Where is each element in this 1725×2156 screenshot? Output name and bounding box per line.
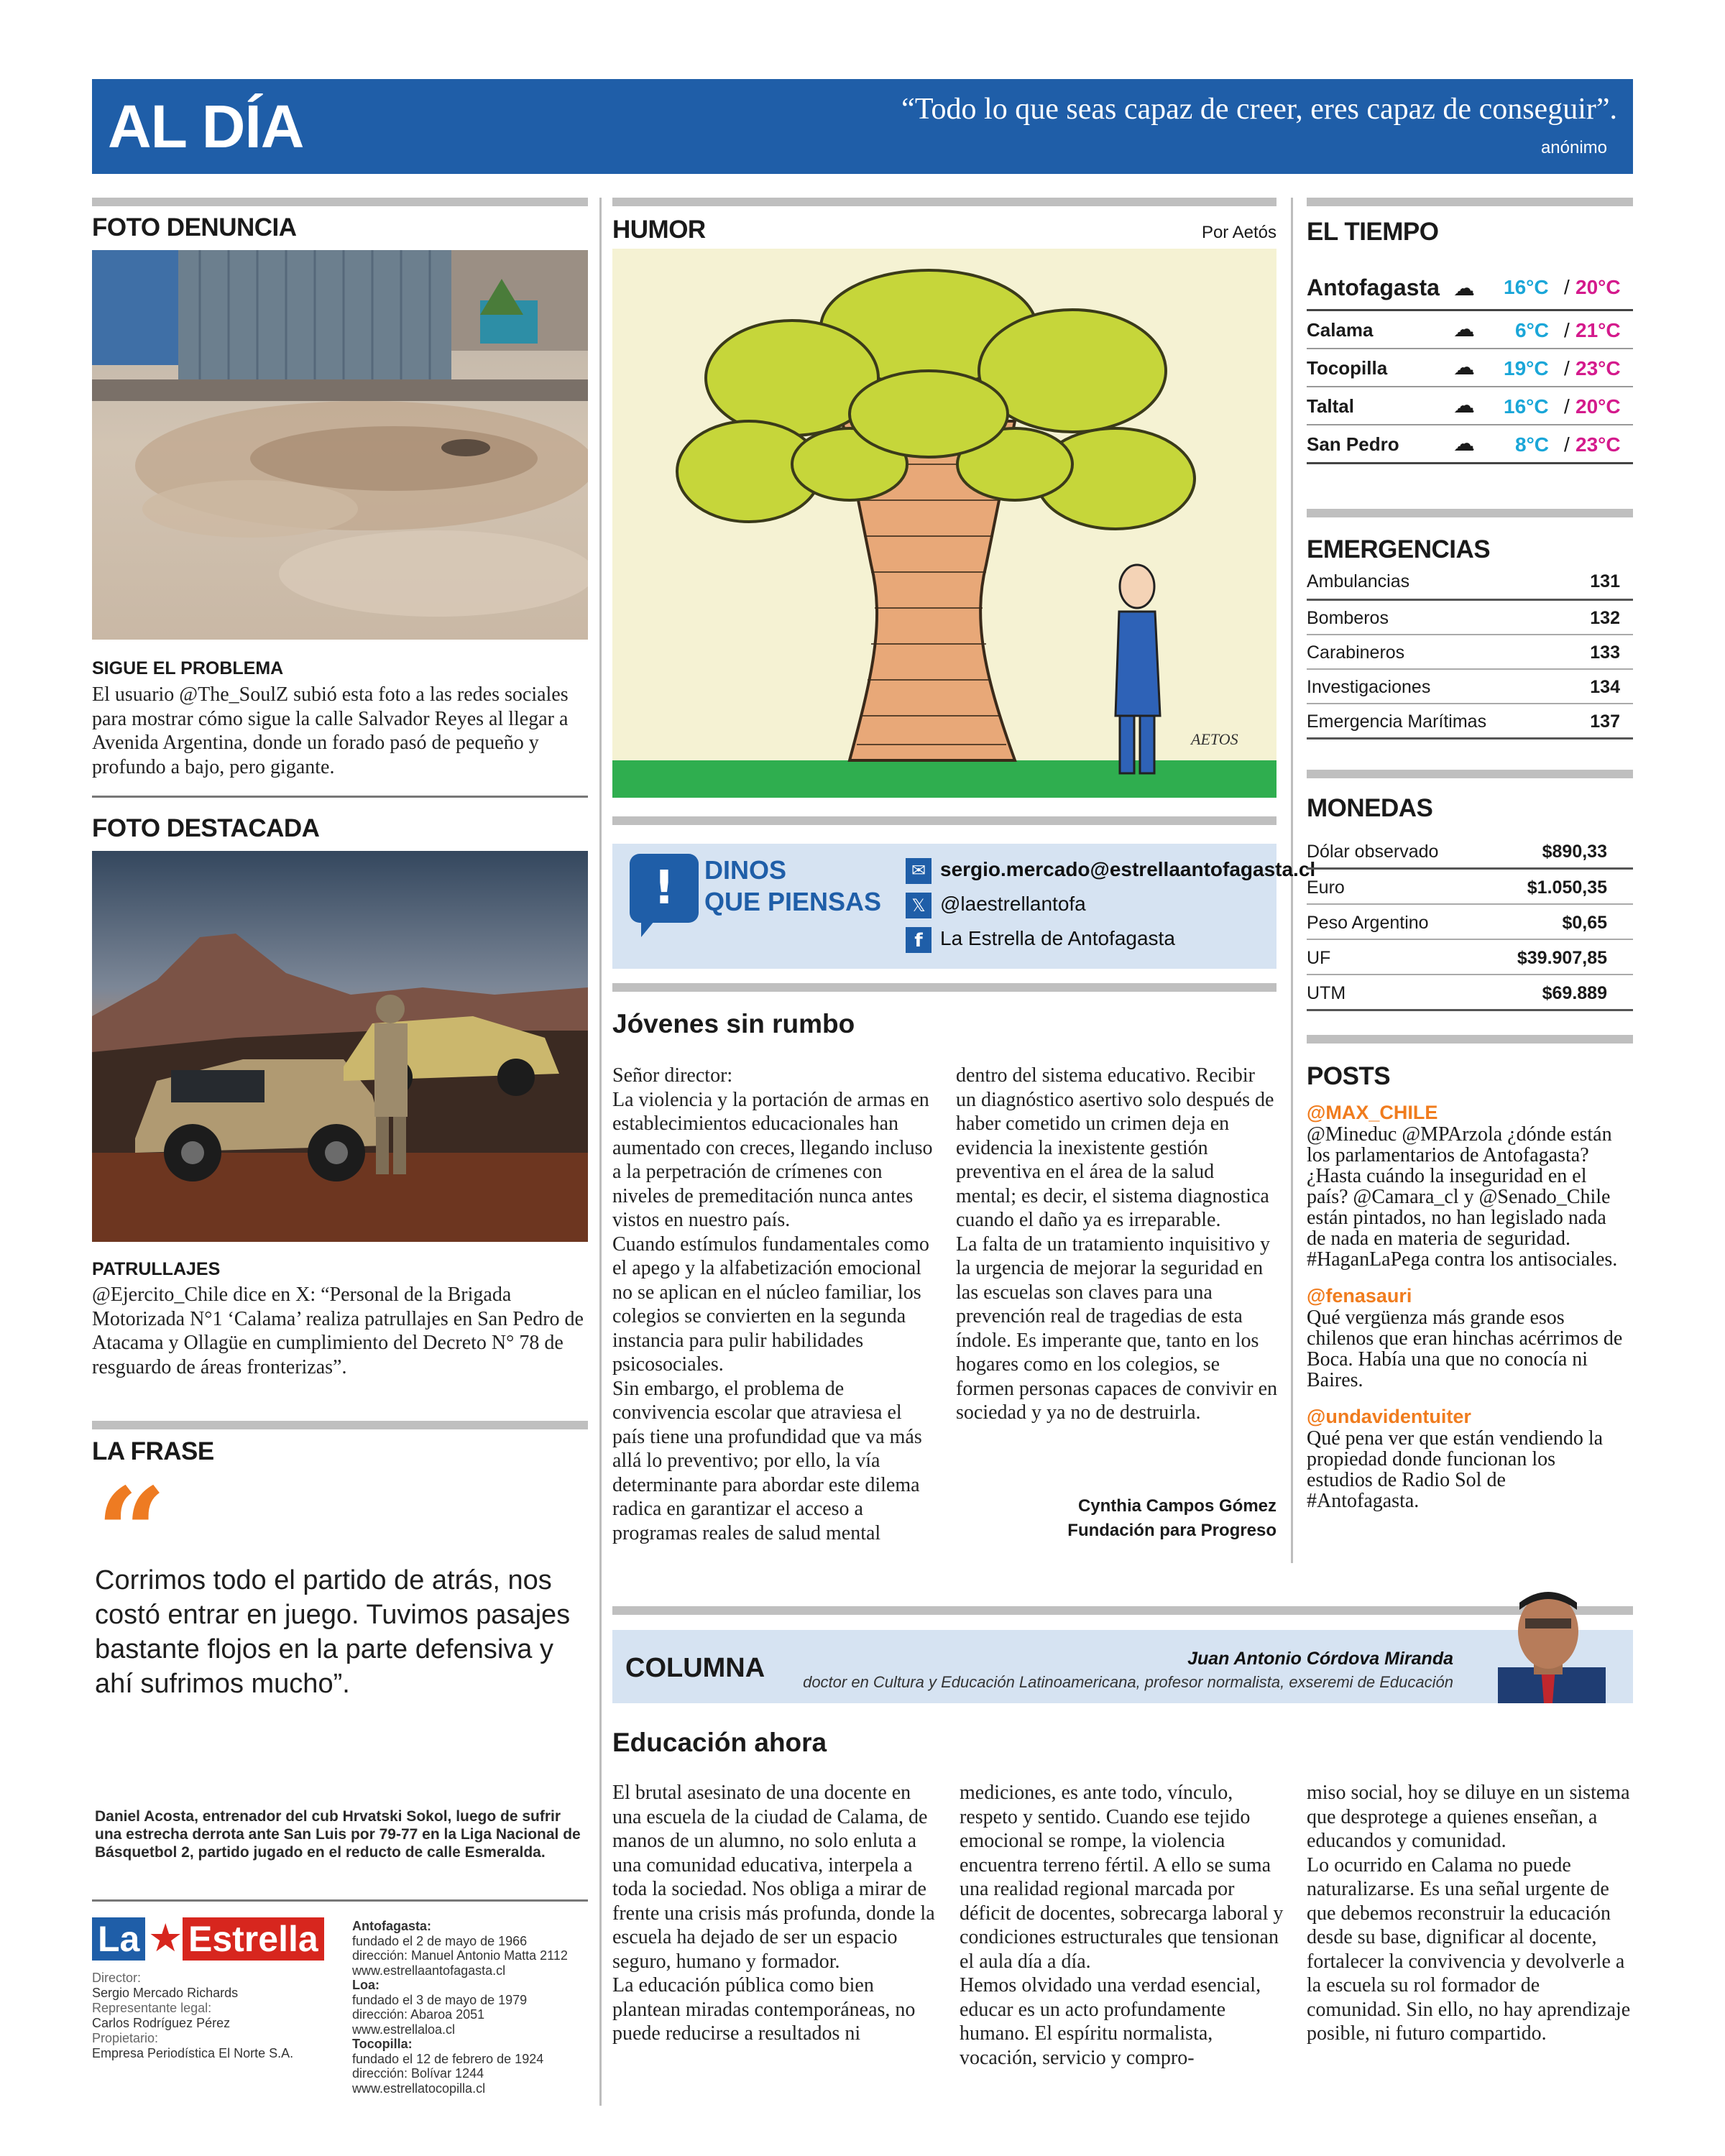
currency-label: UTM xyxy=(1307,983,1346,1003)
emergency-number: 133 xyxy=(1590,642,1620,663)
owner-label: Propietario: xyxy=(92,2031,159,2045)
facebook-icon: f xyxy=(906,927,932,953)
columna-label: COLUMNA xyxy=(625,1653,765,1683)
rule-tiempo xyxy=(1307,198,1633,206)
author-avatar xyxy=(1484,1588,1613,1703)
office-web[interactable]: www.estrellatocopilla.cl xyxy=(352,2081,486,2096)
weather-row xyxy=(1307,311,1633,349)
currency-value: $890,33 xyxy=(1542,842,1607,862)
speech-bubble-tail xyxy=(641,921,654,937)
currency-table xyxy=(1307,834,1633,1011)
patrol-photo xyxy=(92,851,588,1242)
weather-max: 21°C xyxy=(1576,319,1621,341)
post-user[interactable]: @MAX_CHILE xyxy=(1307,1102,1438,1123)
emergency-row xyxy=(1307,670,1633,704)
post-user[interactable]: @undavidentuiter xyxy=(1307,1406,1471,1427)
la-frase-heading: LA FRASE xyxy=(92,1437,214,1465)
emergency-label: Bomberos xyxy=(1307,608,1389,628)
carta-col-2 xyxy=(956,1064,1278,1425)
rule-posts xyxy=(1307,1035,1633,1044)
currency-label: Euro xyxy=(1307,877,1345,898)
humor-byline: Por Aetós xyxy=(1201,223,1276,242)
cloud-wind-icon: ☁ xyxy=(1453,431,1475,456)
cloud-rain-icon: ☁ xyxy=(1453,393,1475,418)
office-loa xyxy=(352,1978,597,2037)
pothole-photo xyxy=(92,250,588,640)
emergency-row xyxy=(1307,601,1633,635)
carta-author-org: Fundación para Progreso xyxy=(1067,1521,1276,1540)
column-separator-1 xyxy=(599,198,602,2106)
columna-col-2 xyxy=(960,1781,1284,2070)
currency-value: $1.050,35 xyxy=(1527,877,1607,898)
rule-foto-destacada xyxy=(92,803,588,807)
cartoon-signature: AETOS xyxy=(1191,730,1238,748)
currency-label: Dólar observado xyxy=(1307,842,1439,862)
emergency-row xyxy=(1307,635,1633,670)
cloud-rain-icon: ☁ xyxy=(1453,355,1475,380)
office-city: Antofagasta: xyxy=(352,1919,432,1933)
weather-min: 19°C xyxy=(1504,357,1549,379)
dinos-title-1: DINOS xyxy=(704,855,787,885)
emergency-number: 137 xyxy=(1590,711,1620,732)
emergencias-heading: EMERGENCIAS xyxy=(1307,535,1491,563)
office-tocopilla xyxy=(352,2037,597,2096)
email-icon: ✉ xyxy=(906,858,932,884)
rule-emergencias xyxy=(1307,509,1633,517)
office-founded: fundado el 3 de mayo de 1979 xyxy=(352,1992,528,2007)
weather-max: 20°C xyxy=(1576,276,1621,298)
humor-cartoon xyxy=(612,249,1276,798)
newspaper-logo xyxy=(92,1917,326,1962)
director-name: Sergio Mercado Richards xyxy=(92,1986,239,2000)
columna-author-bio: doctor en Cultura y Educación Latinoamericana, profesor normalista, exseremi de Educación xyxy=(803,1673,1453,1691)
foto-denuncia-subhead: SIGUE EL PROBLEMA xyxy=(92,658,284,678)
emergency-row xyxy=(1307,566,1633,601)
weather-min: 16°C xyxy=(1504,276,1549,298)
office-web[interactable]: www.estrellaloa.cl xyxy=(352,2022,456,2037)
office-address: dirección: Bolívar 1244 xyxy=(352,2066,484,2081)
emergency-number: 134 xyxy=(1590,677,1620,697)
carta-paragraph: Cuando estímulos fundamentales como el apego y la alfabetización emocional no se aplican en el núcleo familiar, los colegios se convierten en la segunda instancia para pulir habilidades psicosociales. xyxy=(612,1233,929,1376)
la-frase-quote: Corrimos todo el partido de atrás, nos costó entrar en juego. Tuvimos pasajes bastante flojos en la parte defensiva y ahí sufrimos mucho”. xyxy=(95,1565,571,1699)
carta-paragraph: dentro del sistema educativo. Recibir un diagnóstico asertivo solo después de haber cometido un crimen deja en evidencia la inexistente gestión preventiva en el área de la salud mental; es decir, el sistema diagnostica cuando el daño ya es irreparable. xyxy=(956,1064,1274,1231)
post-item xyxy=(1307,1405,1623,1511)
currency-value: $69.889 xyxy=(1542,983,1607,1003)
rule-carta xyxy=(612,983,1276,992)
office-address: dirección: Manuel Antonio Matta 2112 xyxy=(352,1948,568,1963)
rule-columna xyxy=(612,1606,1633,1615)
weather-city: San Pedro xyxy=(1307,433,1399,455)
weather-city: Tocopilla xyxy=(1307,357,1388,379)
foto-destacada-text: @Ejercito_Chile dice en X: “Personal de la Brigada Motorizada N°1 ‘Calama’ realiza patrullajes en San Pedro de Atacama y Ollagüe en cumplimiento del Decreto N° 78 de resguardo de áreas fronterizas”. xyxy=(92,1284,584,1378)
office-address: dirección: Abaroa 2051 xyxy=(352,2007,485,2022)
rule-la-frase xyxy=(92,1421,588,1429)
office-founded: fundado el 2 de mayo de 1966 xyxy=(352,1933,528,1948)
foto-denuncia-heading: FOTO DENUNCIA xyxy=(92,213,297,241)
emergency-number: 131 xyxy=(1590,571,1620,591)
foto-denuncia-text: El usuario @The_SoulZ subió esta foto a las redes sociales para mostrar cómo sigue la calle Salvador Reyes al llegar a Avenida Argentina, donde un forado pasó de pequeño y profundo a bajo, pero gigante. xyxy=(92,683,569,778)
currency-row xyxy=(1307,975,1633,1011)
weather-sep: / xyxy=(1564,395,1570,418)
weather-row xyxy=(1307,349,1633,387)
section-title: AL DÍA xyxy=(108,93,304,160)
dinos-facebook[interactable]: La Estrella de Antofagasta xyxy=(940,927,1175,949)
currency-value: $0,65 xyxy=(1562,913,1607,933)
carta-paragraph: La falta de un tratamiento inquisitivo y la urgencia de mejorar la seguridad en las escuelas son claves para una prevención real de tragedias de esta índole. Es imperante que, tanto en los hogares como en los colegios, se formen personas capaces de convivir en sociedad y ya no de destruirla. xyxy=(956,1233,1278,1424)
post-text: @Mineduc @MPArzola ¿dónde están los parlamentarios de Antofagasta? ¿Hasta cuándo la inseguridad en el país? @Camara_cl y @Senado_Chile están pintados, no han legislado nada de nada en materia de seguridad. #HaganLaPega contra los antisociales. xyxy=(1307,1123,1618,1271)
columna-title: Educación ahora xyxy=(612,1728,827,1757)
emergency-label: Ambulancias xyxy=(1307,571,1410,591)
weather-row xyxy=(1307,425,1633,464)
cloud-rain-icon: ☁ xyxy=(1453,317,1475,342)
weather-min: 6°C xyxy=(1515,319,1549,341)
carta-paragraph: Señor director: xyxy=(612,1064,733,1087)
weather-sep: / xyxy=(1564,319,1570,341)
la-frase-attribution: Daniel Acosta, entrenador del cub Hrvatski Sokol, luego de sufrir una estrecha derrota ante San Luis por 79-77 en la Liga Nacional de Básquetbol 2, partido jugado en el reducto de calle Esmeralda. xyxy=(95,1808,581,1861)
logo-text-estrella: Estrella xyxy=(183,1917,324,1961)
header-quote-author: anónimo xyxy=(1540,138,1607,157)
cloud-rain-icon: ☁ xyxy=(1453,276,1475,301)
columna-col-1 xyxy=(612,1781,937,2046)
weather-min: 16°C xyxy=(1504,395,1549,418)
humor-heading: HUMOR xyxy=(612,216,706,244)
emergency-label: Emergencia Marítimas xyxy=(1307,711,1487,732)
dinos-title-2: QUE PIENSAS xyxy=(704,887,882,916)
columna-banner xyxy=(612,1630,1633,1703)
divider-left-1 xyxy=(92,796,588,798)
quote-mark-icon: “ xyxy=(96,1461,167,1605)
emergency-row xyxy=(1307,704,1633,740)
office-antofagasta xyxy=(352,1919,597,1978)
office-founded: fundado el 12 de febrero de 1924 xyxy=(352,2051,544,2066)
columna-paragraph: miso social, hoy se diluye en un sistema que desprotege a quienes enseñan, a educandos y comunidad. xyxy=(1307,1782,1630,1852)
columna-paragraph: Lo ocurrido en Calama no puede naturalizarse. Es una señal urgente de que debemos reconstruir la educación desde su base, dignificar al docente, fortalecer la convivencia y devolverle a la escuela su rol formador de comunidad. Sin ello, no hay aprendizaje posible, ni futuro compartido. xyxy=(1307,1853,1631,2045)
speech-bubble-icon: ! xyxy=(630,854,699,923)
weather-max: 23°C xyxy=(1576,433,1621,456)
rule-dinos xyxy=(612,816,1276,825)
owner-name: Empresa Periodística El Norte S.A. xyxy=(92,2046,294,2060)
carta-title: Jóvenes sin rumbo xyxy=(612,1009,855,1038)
columna-col-3 xyxy=(1307,1781,1632,2046)
columna-author: Juan Antonio Córdova Miranda xyxy=(1187,1649,1453,1669)
weather-max: 23°C xyxy=(1576,357,1621,379)
carta-author: Cynthia Campos Gómez xyxy=(1077,1496,1276,1516)
masthead-credits xyxy=(92,1971,329,2061)
currency-label: Peso Argentino xyxy=(1307,913,1429,933)
columna-paragraph: El brutal asesinato de una docente en una escuela de la ciudad de Calama, de manos de un alumno, no solo enluta a una comunidad educativa, interpela a toda la sociedad. Nos obliga a mirar de frente una crisis más profunda, donde la escuela ha dejado de ser un espacio seguro, humano y formador. xyxy=(612,1782,935,1973)
foto-destacada-subhead: PATRULLAJES xyxy=(92,1259,221,1279)
weather-row xyxy=(1307,387,1633,425)
currency-row xyxy=(1307,905,1633,940)
weather-city: Antofagasta xyxy=(1307,275,1440,300)
columna-paragraph: mediciones, es ante todo, vínculo, respeto y sentido. Cuando ese tejido emocional se rompe, la violencia encuentra terreno fértil. A ello se suma una realidad regional marcada por déficit de docentes, sobrecarga laboral y condiciones estructurales que tensionan el aula día a día. xyxy=(960,1782,1284,1973)
post-user[interactable]: @fenasauri xyxy=(1307,1285,1412,1307)
carta-paragraph: La violencia y la portación de armas en establecimientos educacionales han aumentado con creces, llegando incluso a la perpetración de crímenes con niveles de premeditación nunca antes vistos en nuestro país. xyxy=(612,1088,933,1231)
header-quote: “Todo lo que seas capaz de creer, eres capaz de conseguir”. xyxy=(901,93,1617,126)
foto-destacada-heading: FOTO DESTACADA xyxy=(92,814,320,842)
weather-sep: / xyxy=(1564,433,1570,456)
office-city: Loa: xyxy=(352,1978,380,1992)
weather-sep: / xyxy=(1564,276,1570,298)
rule-humor xyxy=(612,198,1276,206)
masthead-offices xyxy=(352,1919,597,2096)
emergency-number: 132 xyxy=(1590,608,1620,628)
rep-label: Representante legal: xyxy=(92,2001,212,2015)
posts-heading: POSTS xyxy=(1307,1062,1391,1090)
x-icon: 𝕏 xyxy=(906,893,932,918)
posts-list xyxy=(1307,1101,1623,1511)
weather-row xyxy=(1307,266,1633,311)
carta-paragraph: Sin embargo, el problema de convivencia escolar que atraviesa el país tiene una profundidad que va más allá lo preventivo; por ello, la vía determinante para abordar este dilema radica en garantizar el acceso a programas reales de salud mental xyxy=(612,1377,922,1544)
post-text: Qué pena ver que están vendiendo la propiedad donde funcionan los estudios de Radio Sol de #Antofagasta. xyxy=(1307,1427,1604,1512)
currency-row xyxy=(1307,870,1633,905)
dinos-x[interactable]: @laestrellantofa xyxy=(940,893,1086,915)
columna-paragraph: La educación pública como bien plantean miradas contemporáneas, no puede reducirse a resultados ni xyxy=(612,1974,916,2045)
logo-star-icon: ★ xyxy=(148,1917,183,1960)
dinos-box xyxy=(612,844,1316,969)
weather-city: Calama xyxy=(1307,319,1374,341)
currency-row xyxy=(1307,834,1633,870)
post-item xyxy=(1307,1284,1623,1391)
office-web[interactable]: www.estrellaantofagasta.cl xyxy=(352,1963,506,1978)
post-item xyxy=(1307,1101,1623,1270)
divider-left-2 xyxy=(92,1899,588,1902)
rep-name: Carlos Rodríguez Pérez xyxy=(92,2016,231,2030)
monedas-heading: MONEDAS xyxy=(1307,794,1433,822)
emergency-label: Carabineros xyxy=(1307,642,1405,663)
logo-text-la: La xyxy=(92,1917,145,1961)
rule-foto-denuncia xyxy=(92,198,588,206)
dinos-email[interactable]: sergio.mercado@estrellaantofagasta.cl xyxy=(940,858,1316,880)
weather-max: 20°C xyxy=(1576,395,1621,418)
weather-min: 8°C xyxy=(1515,433,1549,456)
rule-monedas xyxy=(1307,770,1633,778)
currency-value: $39.907,85 xyxy=(1517,948,1607,968)
currency-row xyxy=(1307,940,1633,975)
carta-col-1 xyxy=(612,1064,936,1545)
director-label: Director: xyxy=(92,1971,142,1985)
currency-label: UF xyxy=(1307,948,1331,968)
weather-city: Taltal xyxy=(1307,395,1354,417)
header-bar xyxy=(92,79,1633,174)
post-text: Qué vergüenza más grande esos chilenos que eran hinchas acérrimos de Boca. Había una que no conocía ni Baires. xyxy=(1307,1307,1623,1391)
emergency-label: Investigaciones xyxy=(1307,677,1431,697)
office-city: Tocopilla: xyxy=(352,2037,413,2051)
weather-table xyxy=(1307,266,1633,464)
columna-paragraph: Hemos olvidado una verdad esencial, educar es un acto profundamente humano. El espíritu normalista, vocación, servicio y compro- xyxy=(960,1974,1261,2069)
emergency-table xyxy=(1307,566,1633,740)
weather-sep: / xyxy=(1564,357,1570,379)
tiempo-heading: EL TIEMPO xyxy=(1307,218,1439,246)
